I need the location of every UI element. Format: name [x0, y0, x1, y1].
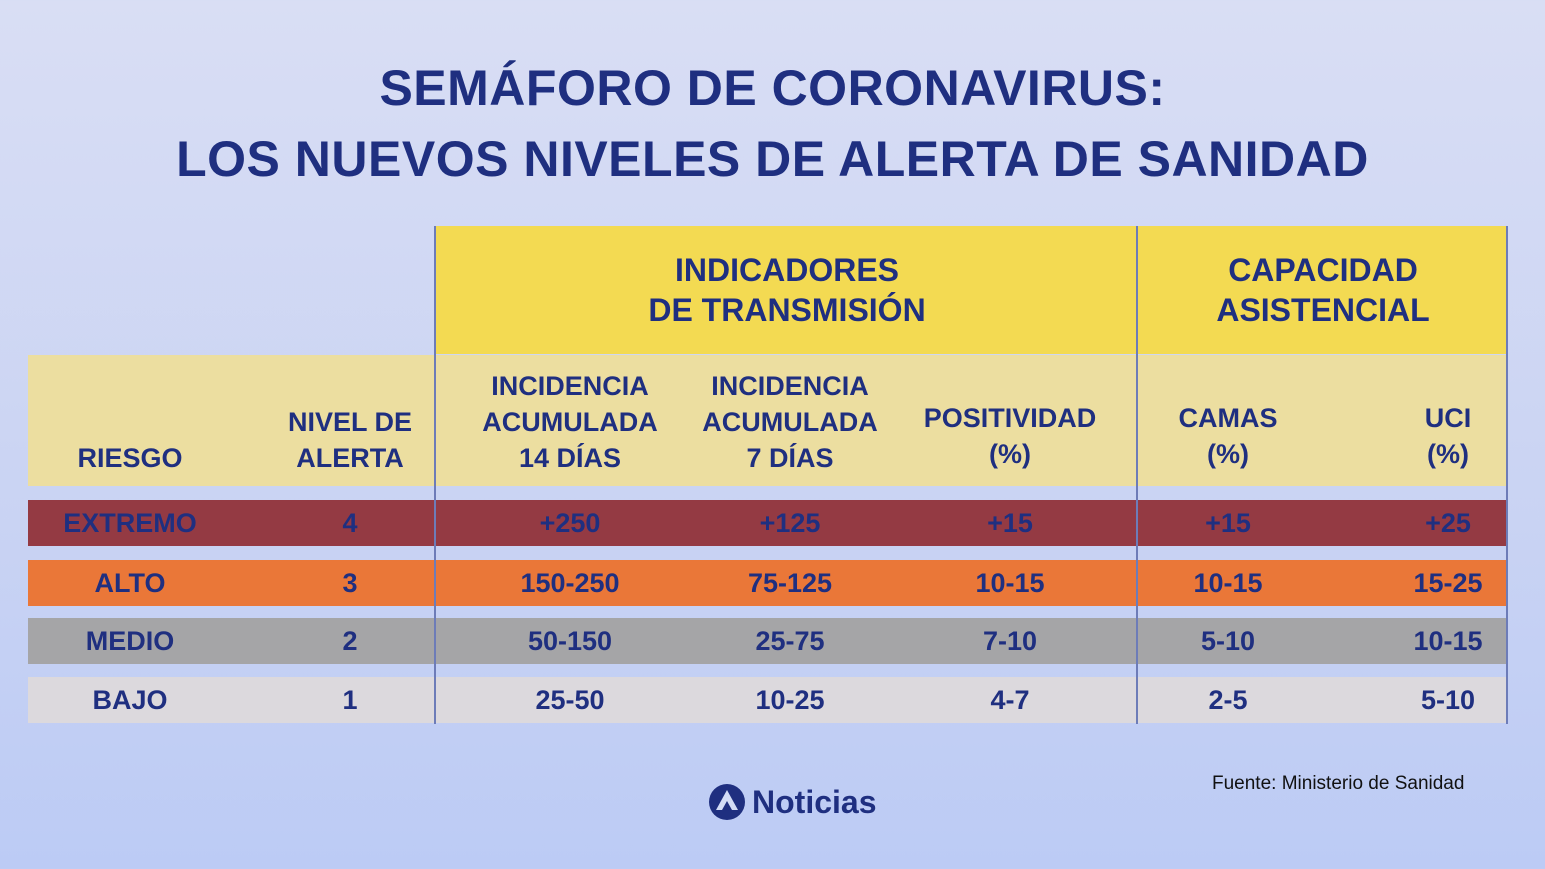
page-title-line-1: SEMÁFORO DE CORONAVIRUS: — [379, 60, 1166, 116]
cell-nivel: 1 — [342, 685, 358, 715]
column-header-ia7: INCIDENCIA ACUMULADA 7 DÍAS — [702, 371, 878, 473]
cell-ia14: 50-150 — [527, 626, 613, 656]
cell-nivel: 2 — [342, 626, 358, 656]
column-header-uci: UCI (%) — [1424, 403, 1472, 469]
column-header-riesgo: RIESGO — [77, 443, 183, 473]
page-title-line-2: LOS NUEVOS NIVELES DE ALERTA DE SANIDAD — [176, 131, 1369, 187]
cell-positividad: 10-15 — [975, 568, 1045, 598]
cell-positividad: 4-7 — [990, 685, 1030, 715]
cell-positividad: +15 — [987, 508, 1033, 538]
cell-riesgo: ALTO — [94, 568, 166, 598]
source-note: Fuente: Ministerio de Sanidad — [1212, 773, 1465, 794]
brand-logo — [708, 783, 876, 821]
cell-ia7: 10-25 — [755, 685, 825, 715]
cell-uci: 5-10 — [1420, 685, 1476, 715]
cell-nivel: 4 — [342, 508, 358, 538]
cell-ia7: 25-75 — [755, 626, 825, 656]
antena3-icon — [708, 783, 746, 821]
column-header-camas: CAMAS (%) — [1178, 403, 1278, 469]
column-divider — [1136, 226, 1138, 724]
cell-nivel: 3 — [342, 568, 358, 598]
brand-name: Noticias — [752, 783, 877, 820]
cell-ia14: +250 — [539, 508, 601, 538]
group-header-transmision — [436, 226, 1138, 354]
cell-riesgo: EXTREMO — [63, 508, 197, 538]
cell-ia7: 75-125 — [747, 568, 833, 598]
cell-uci: 15-25 — [1413, 568, 1483, 598]
cell-positividad: 7-10 — [982, 626, 1038, 656]
column-header-nivel: NIVEL DE ALERTA — [287, 407, 413, 473]
group-header-capacidad-label: CAPACIDAD ASISTENCIAL — [1216, 252, 1430, 328]
cell-ia14: 150-250 — [520, 568, 620, 598]
cell-camas: 10-15 — [1193, 568, 1263, 598]
column-header-positividad: POSITIVIDAD (%) — [923, 403, 1097, 469]
column-divider — [434, 226, 436, 724]
cell-uci: +25 — [1425, 508, 1471, 538]
cell-camas: +15 — [1205, 508, 1251, 538]
column-divider — [1506, 226, 1508, 724]
group-header-transmision-label: INDICADORES DE TRANSMISIÓN — [648, 252, 926, 328]
cell-uci: 10-15 — [1413, 626, 1483, 656]
cell-camas: 5-10 — [1200, 626, 1256, 656]
cell-riesgo: BAJO — [92, 685, 168, 715]
cell-camas: 2-5 — [1208, 685, 1248, 715]
cell-riesgo: MEDIO — [85, 626, 175, 656]
cell-ia7: +125 — [759, 508, 821, 538]
group-header-capacidad — [1138, 226, 1508, 354]
cell-ia14: 25-50 — [535, 685, 605, 715]
column-header-ia14: INCIDENCIA ACUMULADA 14 DÍAS — [482, 371, 658, 473]
